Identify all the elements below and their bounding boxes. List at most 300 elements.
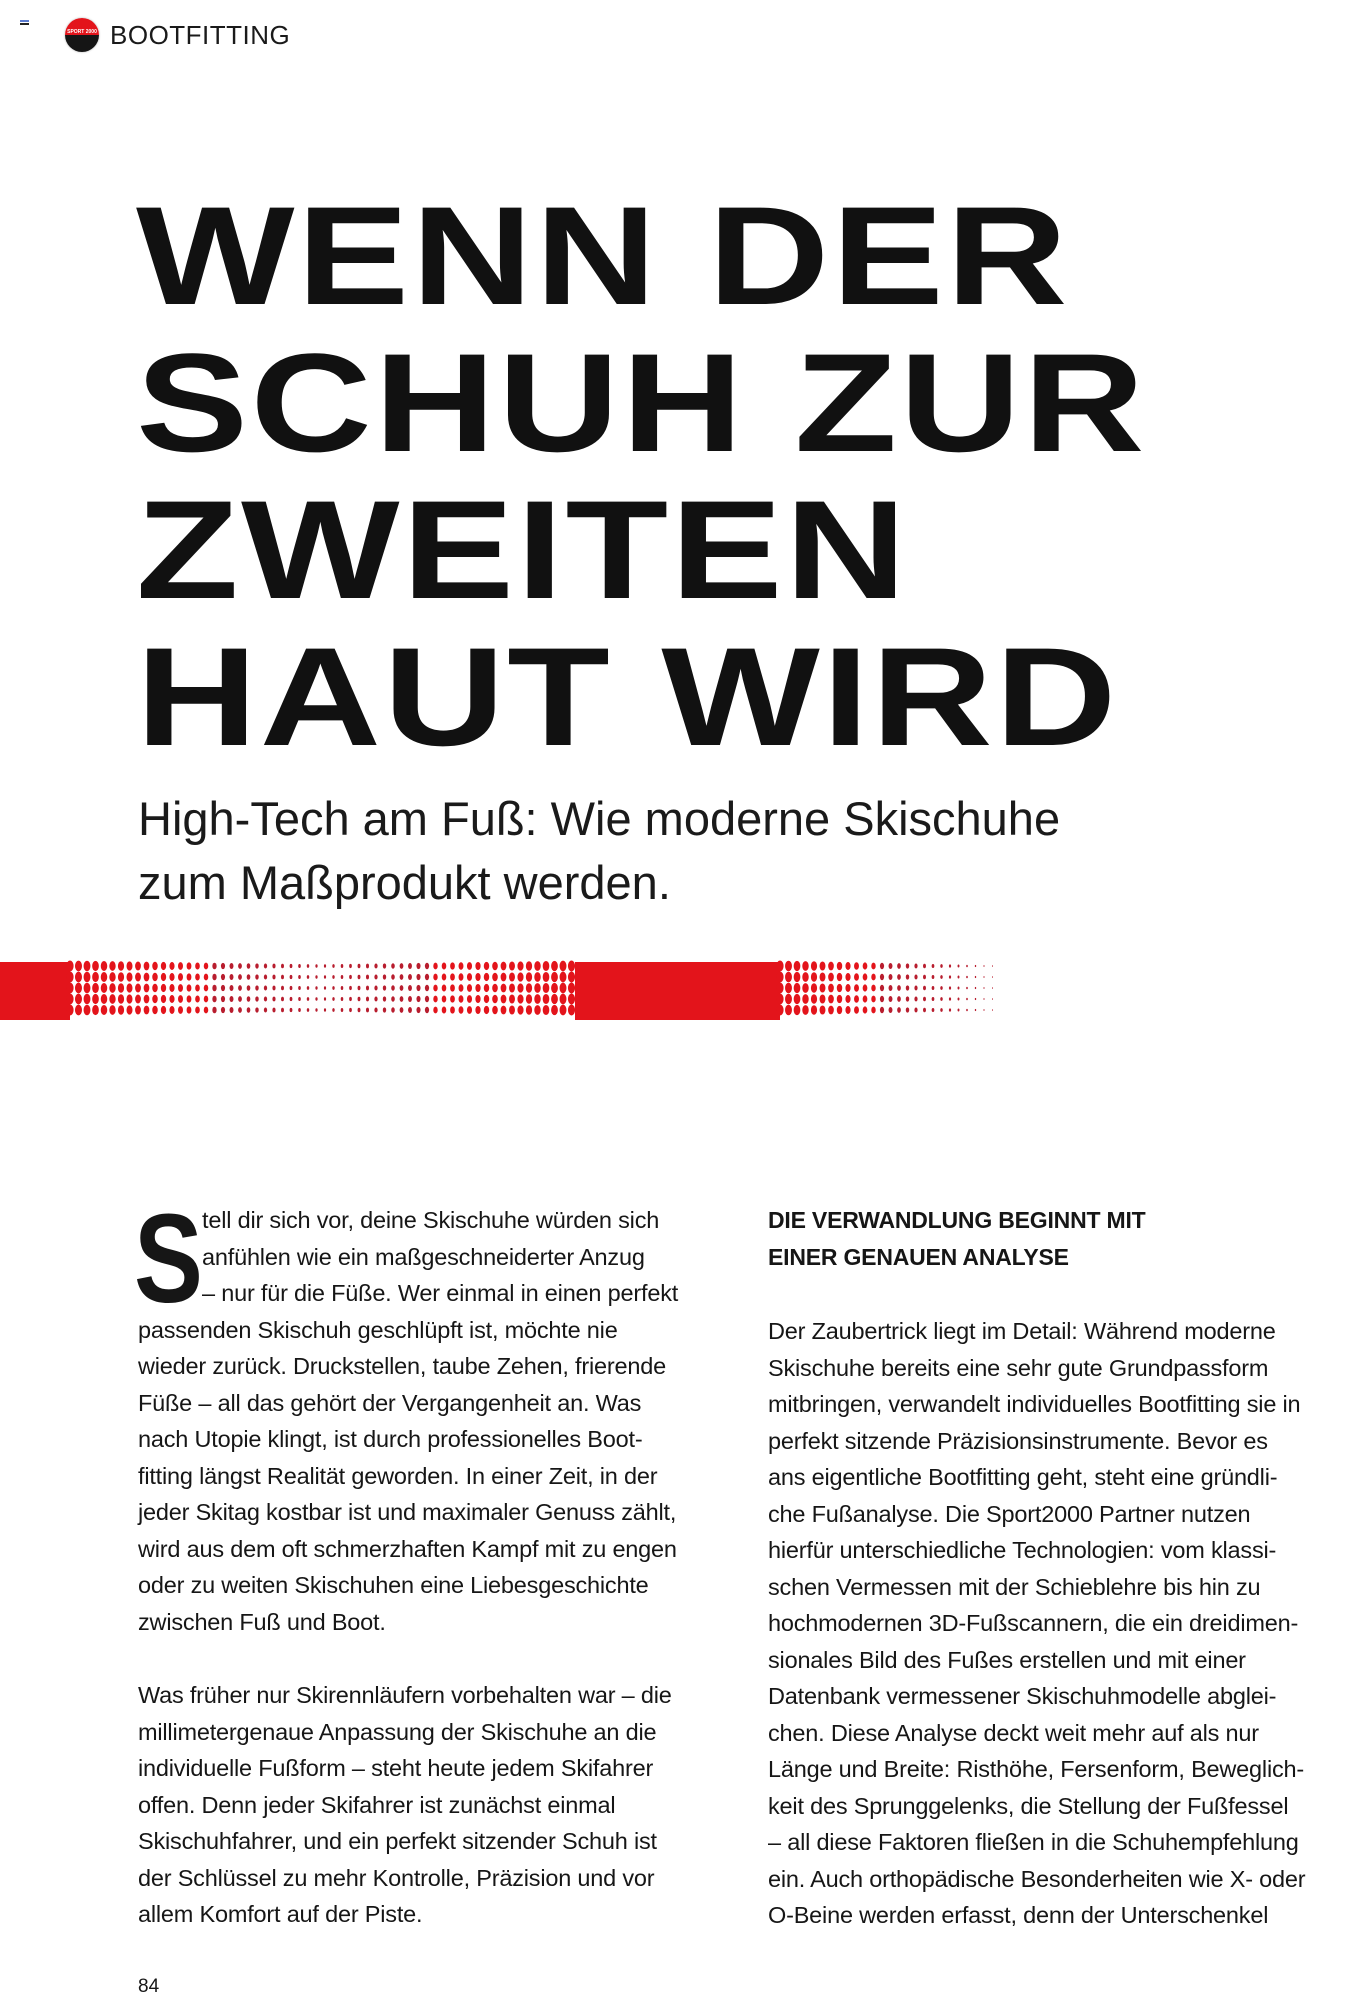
halftone-dot	[509, 994, 515, 1003]
halftone-dot	[889, 996, 893, 1002]
halftone-dot	[837, 962, 842, 970]
halftone-dot	[889, 974, 893, 980]
halftone-dot	[391, 1007, 395, 1012]
text-line: sionales Bild des Fußes erstellen und mit einer	[768, 1646, 1246, 1673]
halftone-dot	[391, 974, 395, 979]
halftone-dot	[517, 961, 523, 970]
paragraph-1	[138, 1312, 677, 1641]
halftone-dot	[169, 973, 174, 981]
halftone-dot	[871, 963, 875, 970]
halftone-dot	[144, 973, 150, 982]
halftone-dot	[425, 1007, 429, 1013]
intro-indented-lines	[202, 1202, 678, 1312]
halftone-dot	[272, 997, 275, 1002]
halftone-dot	[433, 974, 437, 981]
halftone-dot	[324, 1008, 326, 1011]
halftone-dot	[324, 964, 326, 967]
halftone-dot	[408, 1007, 412, 1013]
halftone-dot	[906, 985, 909, 990]
halftone-dot	[400, 1007, 404, 1013]
halftone-dot	[307, 975, 309, 979]
halftone-dot	[475, 1006, 480, 1014]
halftone-dot	[75, 994, 82, 1005]
halftone-dot	[126, 983, 132, 992]
halftone-dot	[290, 975, 293, 979]
halftone-dot	[802, 972, 808, 982]
halftone-dot	[433, 1007, 437, 1014]
halftone-dot	[975, 1009, 976, 1011]
halftone-dot	[238, 996, 242, 1002]
halftone-dot	[949, 964, 951, 967]
halftone-dot	[204, 974, 208, 981]
text-line: Skischuhe bereits eine sehr gute Grundpassform	[768, 1354, 1269, 1381]
halftone-dot	[84, 1005, 91, 1015]
halftone-dot	[811, 1005, 817, 1014]
halftone-dot	[794, 972, 801, 982]
halftone-dot	[374, 997, 377, 1002]
halftone-dot	[475, 984, 480, 992]
halftone-dot	[152, 995, 158, 1003]
halftone-dot	[560, 994, 567, 1005]
halftone-dot	[187, 973, 192, 980]
halftone-dot	[349, 986, 352, 990]
halftone-dot	[178, 973, 183, 981]
halftone-dot	[118, 961, 124, 970]
halftone-dot	[992, 965, 993, 967]
halftone-dot	[195, 973, 200, 980]
halftone-dot	[450, 984, 455, 991]
halftone-dot	[958, 976, 960, 979]
halftone-dot	[966, 965, 968, 968]
halftone-dot	[802, 1005, 808, 1015]
halftone-dot	[871, 996, 875, 1003]
halftone-dot	[366, 997, 369, 1002]
halftone-dot	[560, 1005, 567, 1016]
halftone-dot	[492, 995, 498, 1004]
halftone-dot	[897, 974, 901, 980]
halftone-dot	[416, 963, 420, 969]
halftone-dot	[75, 972, 82, 983]
halftone-dot	[230, 1007, 234, 1013]
halftone-dot	[802, 983, 808, 993]
halftone-dot	[315, 997, 317, 1000]
section-label: BOOTFITTING	[110, 20, 291, 50]
halftone-dot	[341, 997, 344, 1001]
halftone-dot	[880, 1007, 884, 1013]
halftone-dot	[949, 1008, 951, 1011]
halftone-dot	[383, 963, 386, 968]
halftone-dot	[802, 961, 808, 971]
halftone-dot	[341, 986, 344, 990]
halftone-dot	[349, 964, 352, 968]
halftone-dot	[828, 973, 834, 982]
halftone-dot	[298, 986, 301, 990]
halftone-dot	[144, 995, 150, 1004]
halftone-dot	[923, 997, 926, 1001]
halftone-dot	[794, 1005, 801, 1015]
halftone-dot	[526, 994, 532, 1004]
halftone-dot	[568, 961, 575, 972]
halftone-dot	[897, 963, 901, 969]
halftone-dot	[940, 986, 942, 990]
halftone-dot	[932, 986, 935, 990]
halftone-dot	[484, 995, 489, 1003]
text-line: keit des Sprunggelenks, die Stellung der Fußfessel	[768, 1792, 1289, 1819]
halftone-dot	[92, 1005, 99, 1015]
halftone-dot	[560, 983, 567, 994]
halftone-dot	[828, 962, 834, 971]
halftone-dot	[871, 974, 875, 981]
halftone-dot	[880, 974, 884, 980]
halftone-dot	[534, 1005, 540, 1015]
halftone-dot	[169, 1006, 174, 1014]
halftone-dot	[358, 997, 361, 1001]
halftone-dot	[118, 983, 124, 992]
halftone-dot	[195, 995, 200, 1002]
halftone-dot	[845, 1006, 850, 1014]
halftone-dot	[204, 1007, 208, 1014]
paragraph-2	[138, 1677, 672, 1933]
halftone-dot	[958, 987, 960, 990]
text-line: hierfür unterschiedliche Technologien: vom klassi-	[768, 1537, 1277, 1563]
halftone-dot	[897, 985, 901, 991]
halftone-dot	[221, 985, 225, 991]
halftone-dot	[391, 996, 395, 1001]
text-line: nach Utopie klingt, ist durch professionelles Boot-	[138, 1426, 643, 1452]
halftone-dot	[358, 986, 361, 990]
halftone-dot	[794, 961, 801, 971]
halftone-dot	[307, 964, 309, 968]
halftone-dot	[383, 996, 386, 1001]
halftone-dot	[391, 963, 395, 968]
halftone-dot	[811, 994, 817, 1003]
halftone-dot	[992, 987, 993, 989]
halftone-dot	[332, 975, 334, 979]
halftone-dot	[966, 976, 968, 979]
halftone-dot	[358, 975, 361, 979]
halftone-dot	[484, 984, 489, 992]
halftone-dot	[526, 972, 532, 982]
text-line: mitbringen, verwandelt individuelles Bootfitting sie in	[768, 1391, 1301, 1417]
halftone-dot	[906, 974, 909, 979]
halftone-dot	[568, 1005, 575, 1016]
halftone-dot	[526, 983, 532, 993]
halftone-dot	[298, 1008, 301, 1012]
halftone-dot	[517, 1005, 523, 1014]
halftone-dot	[949, 986, 951, 989]
halftone-dot	[551, 994, 558, 1004]
text-line: fitting längst Realität geworden. In einer Zeit, in der	[138, 1462, 658, 1489]
halftone-dot	[109, 961, 115, 971]
halftone-dot	[221, 974, 225, 980]
halftone-dot	[195, 984, 200, 991]
halftone-dot	[408, 985, 412, 991]
halftone-dot	[906, 1007, 909, 1012]
halftone-dot	[820, 994, 826, 1003]
heading-line: EINER GENAUEN ANALYSE	[768, 1243, 1069, 1270]
halftone-dot	[776, 983, 783, 994]
halftone-dot	[467, 962, 472, 970]
halftone-dot	[551, 961, 558, 971]
halftone-dot	[358, 964, 361, 968]
halftone-dot	[109, 994, 115, 1004]
text-line: Datenbank vermessener Skischuhmodelle abglei-	[768, 1683, 1277, 1709]
halftone-dot	[785, 961, 792, 972]
halftone-dot	[501, 984, 507, 993]
halftone-dot	[966, 998, 968, 1001]
halftone-dot	[281, 986, 284, 991]
halftone-dot	[863, 962, 868, 969]
halftone-dot	[863, 984, 868, 991]
text-line: der Schlüssel zu mehr Kontrolle, Präzision und vor	[138, 1864, 655, 1891]
halftone-dot	[975, 998, 976, 1000]
halftone-dot	[776, 994, 783, 1005]
halftone-dot	[425, 963, 429, 969]
halftone-red-bar	[0, 960, 1010, 1022]
halftone-dot	[204, 963, 208, 970]
halftone-dot	[255, 996, 258, 1001]
halftone-dot	[820, 1005, 826, 1014]
halftone-dot	[391, 985, 395, 990]
halftone-dot	[324, 997, 326, 1000]
halftone-dot	[534, 983, 540, 993]
halftone-dot	[467, 973, 472, 981]
halftone-dot	[828, 1006, 834, 1015]
halftone-dot	[101, 994, 108, 1004]
halftone-dot	[366, 1008, 369, 1013]
halftone-dot	[551, 983, 558, 993]
text-line: schen Vermessen mit der Schieblehre bis hin zu	[768, 1573, 1261, 1600]
halftone-dot	[889, 963, 893, 969]
halftone-dot	[212, 1007, 216, 1014]
halftone-dot	[178, 962, 183, 970]
halftone-dot	[467, 1006, 472, 1014]
halftone-dot	[152, 973, 158, 981]
halftone-dot	[281, 1008, 284, 1013]
halftone-dot	[932, 997, 935, 1001]
halftone-dot	[854, 1006, 859, 1014]
halftone-dot	[785, 972, 792, 983]
halftone-dot	[255, 1007, 258, 1012]
halftone-dot	[837, 1006, 842, 1014]
halftone-dot	[109, 1005, 115, 1015]
halftone-dot	[169, 962, 174, 970]
halftone-dot	[264, 963, 267, 968]
halftone-dot	[272, 1008, 275, 1013]
halftone-dot	[975, 965, 976, 967]
halftone-dot	[966, 987, 968, 990]
halftone-dot	[247, 974, 251, 980]
halftone-dot	[152, 1006, 158, 1014]
text-line: passenden Skischuh geschlüpft ist, möchte nie	[138, 1316, 618, 1343]
paragraph-3	[768, 1313, 1305, 1934]
halftone-dot	[307, 986, 309, 990]
halftone-dot	[366, 986, 369, 991]
halftone-dot	[958, 965, 960, 968]
halftone-dot	[568, 972, 575, 983]
headline-line: SCHUH ZUR	[136, 324, 1147, 481]
halftone-dot	[845, 962, 850, 970]
halftone-dot	[509, 983, 515, 992]
halftone-dot	[940, 975, 942, 979]
halftone-dot	[992, 1009, 993, 1011]
halftone-dot	[914, 1008, 917, 1013]
halftone-dot	[230, 974, 234, 980]
halftone-dot	[509, 972, 515, 981]
halftone-dot	[923, 964, 926, 968]
halftone-dot	[975, 987, 976, 989]
halftone-dot	[272, 986, 275, 991]
halftone-dot	[897, 996, 901, 1002]
halftone-dot	[425, 974, 429, 980]
halftone-dot	[475, 973, 480, 981]
halftone-dot	[152, 984, 158, 992]
menu-icon	[20, 20, 29, 28]
halftone-dot	[212, 996, 216, 1003]
halftone-dot	[776, 961, 783, 972]
halftone-dot	[84, 972, 91, 982]
halftone-dot	[84, 994, 91, 1004]
subtitle-line: zum Maßprodukt werden.	[138, 856, 671, 909]
halftone-dot	[281, 964, 284, 969]
text-line: che Fußanalyse. Die Sport2000 Partner nutzen	[768, 1500, 1251, 1527]
halftone-dot	[238, 1007, 242, 1013]
halftone-dot	[433, 985, 437, 992]
halftone-dot	[932, 964, 935, 968]
halftone-dot	[126, 961, 132, 970]
halftone-dot	[442, 973, 447, 980]
text-line: Der Zaubertrick liegt im Detail: Während moderne	[768, 1318, 1276, 1344]
halftone-dot	[92, 994, 99, 1004]
halftone-dot	[820, 972, 826, 981]
halftone-dot	[109, 972, 115, 982]
halftone-dot	[863, 973, 868, 980]
halftone-dot	[290, 986, 293, 990]
halftone-dot	[983, 998, 984, 1000]
halftone-dot	[992, 998, 993, 1000]
halftone-dot	[560, 972, 567, 983]
sport2000-logo: SPORT 2000	[65, 18, 99, 52]
halftone-dot	[84, 961, 91, 971]
halftone-dot	[543, 972, 550, 982]
halftone-dot	[247, 1007, 251, 1013]
halftone-dot	[442, 984, 447, 991]
halftone-dot	[534, 994, 540, 1004]
headline-line: HAUT WIRD	[136, 618, 1119, 775]
halftone-dot	[144, 1006, 150, 1015]
halftone-dot	[212, 974, 216, 981]
halftone-dot	[897, 1007, 901, 1013]
halftone-dot	[958, 1009, 960, 1012]
halftone-dot	[992, 976, 993, 978]
halftone-dot	[374, 975, 377, 980]
halftone-dot	[118, 1005, 124, 1014]
halftone-dot	[425, 996, 429, 1002]
text-line: Füße – all das gehört der Vergangenheit an. Was	[138, 1389, 642, 1416]
halftone-dot	[161, 1006, 166, 1014]
halftone-dot	[101, 983, 108, 993]
halftone-dot	[101, 1005, 108, 1015]
halftone-dot	[820, 961, 826, 970]
halftone-dot	[374, 986, 377, 991]
halftone-dot	[517, 983, 523, 992]
halftone-dot	[341, 1008, 344, 1012]
halftone-dot	[467, 984, 472, 992]
halftone-dot	[315, 975, 317, 978]
halftone-dot	[66, 994, 73, 1005]
halftone-dot	[400, 974, 404, 980]
halftone-dot	[923, 986, 926, 990]
halftone-dot	[144, 962, 150, 971]
halftone-dot	[315, 986, 317, 989]
halftone-dot	[212, 985, 216, 992]
drop-cap: S	[134, 1188, 203, 1329]
halftone-dot	[416, 985, 420, 991]
halftone-dot	[290, 997, 293, 1001]
halftone-dot	[135, 984, 141, 993]
halftone-dot	[880, 996, 884, 1002]
halftone-dot	[315, 1008, 317, 1011]
halftone-dot	[75, 961, 82, 972]
halftone-dot	[543, 983, 550, 993]
halftone-dot	[442, 962, 447, 969]
halftone-dot	[66, 1005, 73, 1016]
text-line: Skischuhfahrer, und ein perfekt sitzender Schuh ist	[138, 1828, 657, 1854]
halftone-dot	[118, 972, 124, 981]
heading-line: DIE VERWANDLUNG BEGINNT MIT	[768, 1207, 1146, 1233]
halftone-dot	[501, 962, 507, 971]
halftone-dot	[983, 965, 984, 967]
halftone-dot	[940, 997, 942, 1001]
halftone-dot	[204, 985, 208, 992]
halftone-dot	[383, 974, 386, 979]
halftone-dot	[492, 973, 498, 982]
halftone-dot	[161, 984, 166, 992]
halftone-dot	[459, 984, 464, 992]
halftone-dot	[169, 995, 174, 1003]
halftone-dot	[135, 973, 141, 982]
halftone-dot	[811, 961, 817, 970]
section-heading	[768, 1202, 1146, 1275]
text-line: millimetergenaue Anpassung der Skischuhe an die	[138, 1718, 657, 1745]
halftone-dot	[75, 1005, 82, 1016]
halftone-dot	[187, 1006, 192, 1013]
halftone-dot	[161, 962, 166, 970]
halftone-dot	[501, 1006, 507, 1015]
halftone-dot	[785, 994, 792, 1005]
text-line: oder zu weiten Skischuhen eine Liebesgeschichte	[138, 1572, 649, 1598]
bar-segment	[0, 962, 70, 1020]
halftone-dot	[126, 972, 132, 981]
halftone-dot	[983, 1009, 984, 1011]
halftone-dot	[383, 1007, 386, 1012]
halftone-dot	[264, 985, 267, 990]
halftone-dot	[889, 985, 893, 991]
halftone-dot	[517, 972, 523, 981]
halftone-dot	[459, 973, 464, 981]
halftone-dot	[152, 962, 158, 970]
halftone-dot	[349, 1008, 352, 1012]
halftone-dot	[332, 997, 334, 1001]
halftone-dot	[366, 975, 369, 980]
halftone-dot	[255, 963, 258, 968]
halftone-dot	[484, 962, 489, 970]
halftone-dot	[118, 994, 124, 1003]
halftone-dot	[66, 961, 73, 972]
halftone-dot	[238, 985, 242, 991]
halftone-dot	[880, 963, 884, 969]
halftone-dot	[416, 996, 420, 1002]
